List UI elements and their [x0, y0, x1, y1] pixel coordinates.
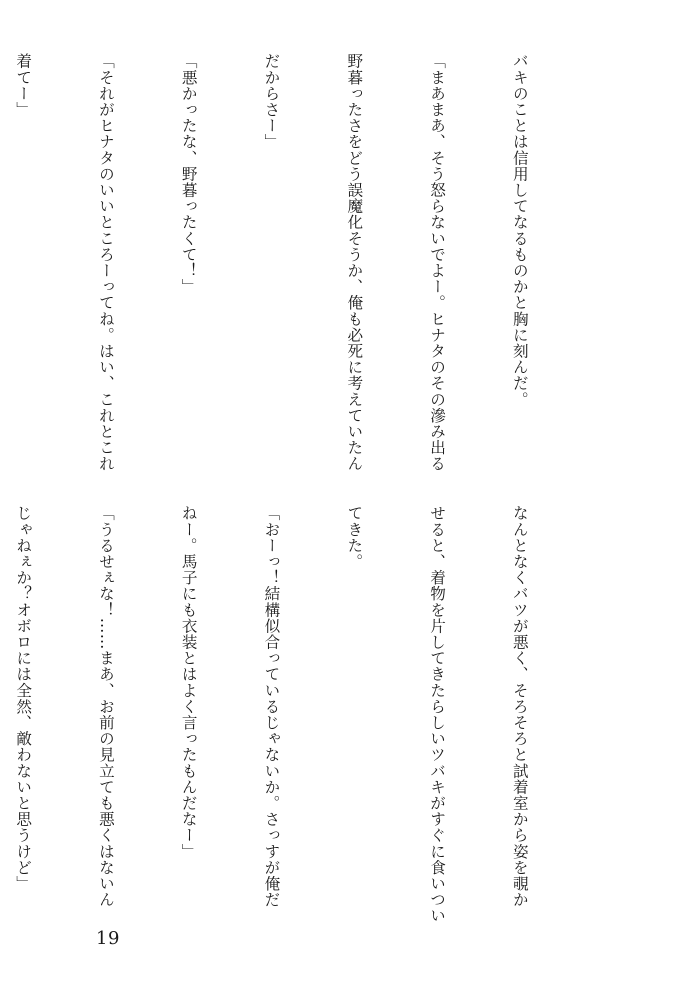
text-line: なんとなくバツが悪く、そろそろと試着室から姿を覗か — [510, 505, 529, 908]
text-line: 「うるせぇな！……まあ、お前の見立ても悪くはないん — [96, 505, 115, 908]
text-line: 野暮ったさをどう誤魔化そうか、俺も必死に考えていたん — [345, 53, 364, 472]
page-number: 19 — [96, 928, 120, 949]
text-block-top — [0, 53, 588, 472]
text-line: ねー。馬子にも衣装とはよく言ったもんだなー」 — [179, 505, 198, 860]
text-line: だからさー」 — [262, 53, 281, 150]
text-line: 「悪かったな、野暮ったくて！」 — [179, 53, 198, 295]
text-block-bottom — [0, 505, 588, 924]
text-line: バキのことは信用してなるものかと胸に刻んだ。 — [510, 53, 529, 408]
text-line: 着てー」 — [14, 53, 33, 118]
text-line: 「おーっ！結構似合っているじゃないか。さっすが俺だ — [262, 505, 281, 908]
text-line: 「それがヒナタのいいところーってね。はい、これとこれ — [96, 53, 115, 472]
text-line: じゃねぇか？オボロには全然、敵わないと思うけど」 — [14, 505, 33, 892]
text-line: せると、着物を片してきたらしいツバキがすぐに食いつい — [428, 505, 447, 924]
text-line: てきた。 — [345, 505, 364, 570]
text-line: 「まあまあ、そう怒らないでよー。ヒナタのその滲み出る — [428, 53, 447, 472]
